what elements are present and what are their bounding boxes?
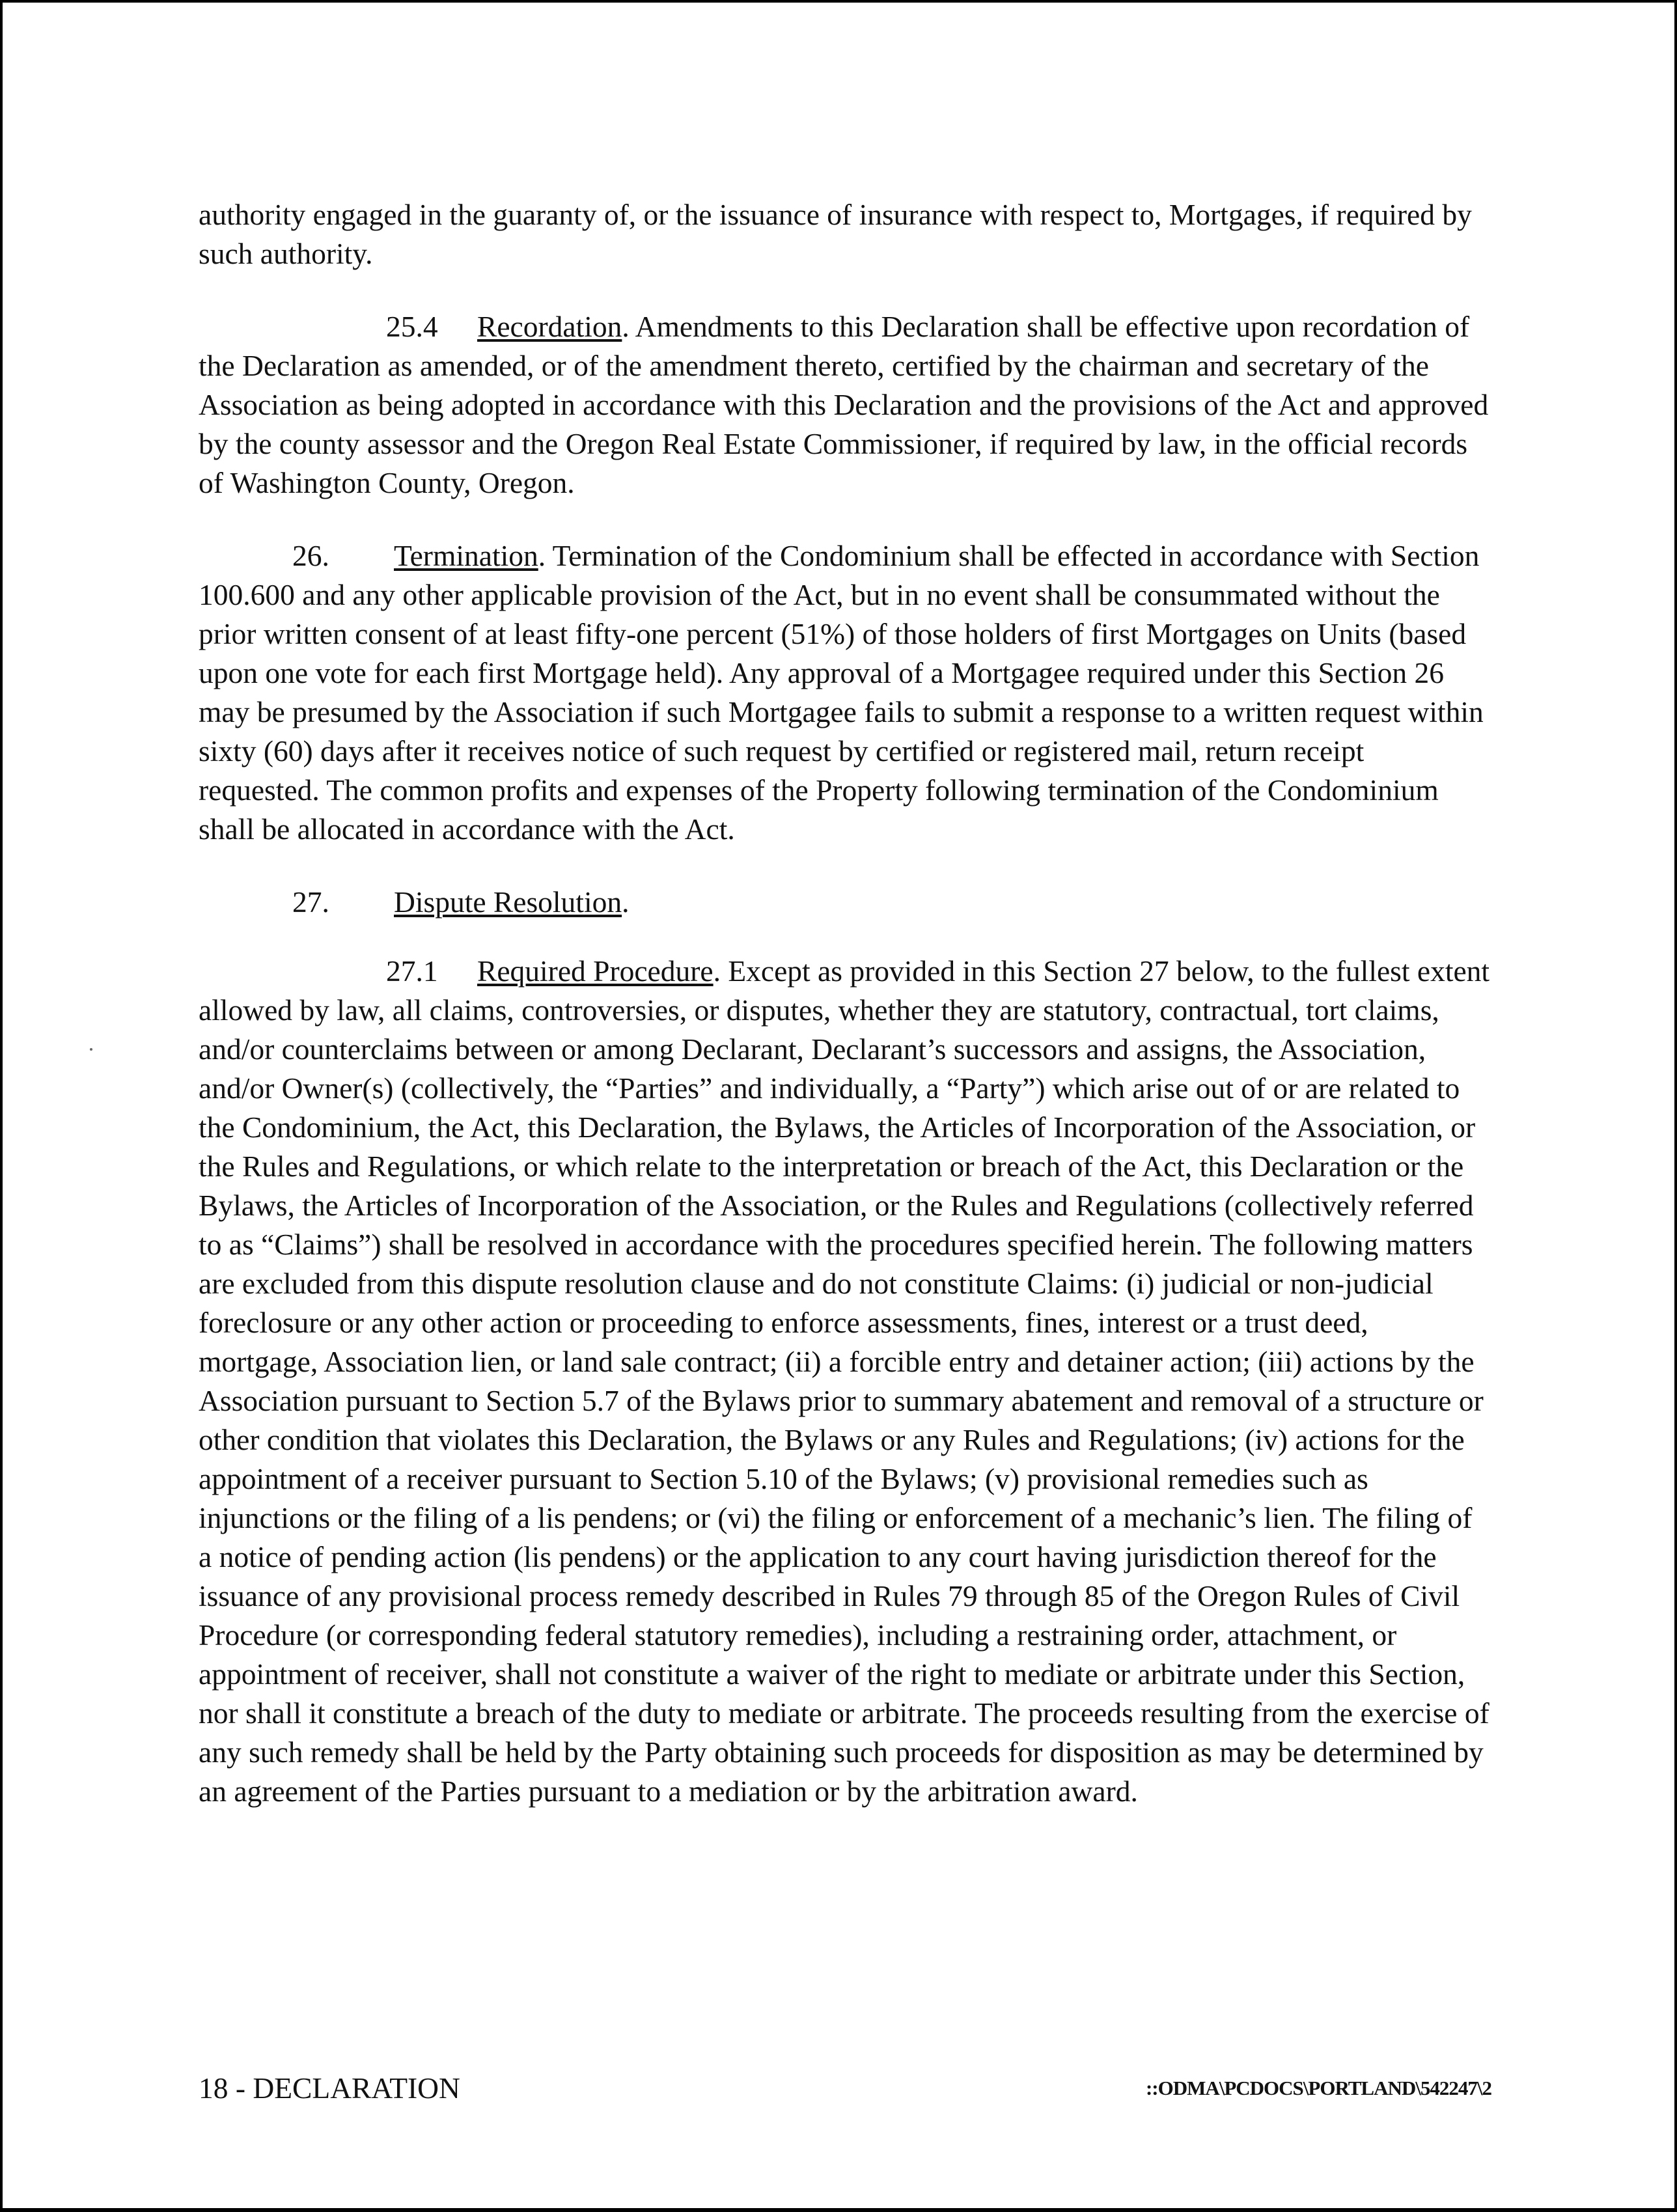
footer-page-label: 18 - DECLARATION	[199, 2071, 460, 2105]
section-number: 27.1	[386, 954, 438, 988]
paragraph-intro: authority engaged in the guaranty of, or the issuance of insurance with respect to, Mortgages, if required by such authority.	[199, 198, 1472, 270]
document-body	[199, 195, 1491, 1811]
section-27-1	[199, 952, 1491, 1811]
footer-doc-id: ::ODMA\PCDOCS\PORTLAND\542247\2	[1145, 2077, 1491, 2099]
section-number: 25.4	[386, 310, 438, 343]
section-heading: Termination	[394, 539, 538, 572]
section-text: . Except as provided in this Section 27 below, to the fullest extent allowed by law, all claims, controversies, or disputes, whether they are statutory, contractual, tort claims, and/or counterclaims between or among Declarant, Declarant’s successors and assigns, the Association, and/or Owner(s) (collectively, the “Parties” and individually, a “Party”) which arise out of or are related to the Condominium, the Act, this Declaration, the Bylaws, the Articles of Incorporation of the Association, or the Rules and Regulations, or which relate to the interpretation or breach of the Act, this Declaration or the Bylaws, the Articles of Incorporation of the Association, or the Rules and Regulations (collectively referred to as “Claims”) shall be resolved in accordance with the procedures specified herein. The following matters are excluded from this dispute resolution clause and do not constitute Claims: (i) judicial or non-judicial foreclosure or any other action or proceeding to enforce assessments, fines, interest or a trust deed, mortgage, Association lien, or land sale contract; (ii) a forcible entry and detainer action; (iii) actions by the Association pursuant to Section 5.7 of the Bylaws prior to summary abatement and removal of a structure or other condition that violates this Declaration, the Bylaws or any Rules and Regulations; (iv) actions for the appointment of a receiver pursuant to Section 5.10 of the Bylaws; (v) provisional remedies such as injunctions or the filing of a lis pendens; or (vi) the filing or enforcement of a mechanic’s lien. The filing of a notice of pending action (lis pendens) or the application to any court having jurisdiction thereof for the issuance of any provisional process remedy described in Rules 79 through 85 of the Oregon Rules of Civil Procedure (or corresponding federal statutory remedies), including a restraining order, attachment, or appointment of receiver, shall not constitute a waiver of the right to mediate or arbitrate under this Section, nor shall it constitute a breach of the duty to mediate or arbitrate. The proceeds resulting from the exercise of any such remedy shall be held by the Party obtaining such proceeds for disposition as may be determined by an agreement of the Parties pursuant to a mediation or by the arbitration award.	[199, 954, 1490, 1808]
section-text: .	[622, 885, 630, 919]
section-heading: Dispute Resolution	[394, 885, 622, 919]
section-26	[199, 536, 1491, 849]
section-number: 27.	[292, 885, 329, 919]
section-heading: Required Procedure	[477, 954, 714, 988]
section-25-4	[199, 307, 1491, 503]
section-text: . Amendments to this Declaration shall be effective upon recordation of the Declaration as amended, or of the amendment thereto, certified by the chairman and secretary of the Association as being adopted in accordance with this Declaration and the provisions of the Act and approved by the county assessor and the Oregon Real Estate Commissioner, if required by law, in the official records of Washington County, Oregon.	[199, 310, 1489, 499]
section-27	[199, 883, 1491, 922]
scan-speck	[90, 1048, 92, 1051]
section-text: . Termination of the Condominium shall be effected in accordance with Section 100.600 and any other applicable provision of the Act, but in no event shall be consummated without the prior written consent of at least fifty-one percent (51%) of those holders of first Mortgages on Units (based upon one vote for each first Mortgage held). Any approval of a Mortgagee required under this Section 26 may be presumed by the Association if such Mortgagee fails to submit a response to a written request within sixty (60) days after it receives notice of such request by certified or registered mail, return receipt requested. The common profits and expenses of the Property following termination of the Condominium shall be allocated in accordance with the Act.	[199, 539, 1484, 846]
section-number: 26.	[292, 539, 329, 572]
section-heading: Recordation	[477, 310, 622, 343]
